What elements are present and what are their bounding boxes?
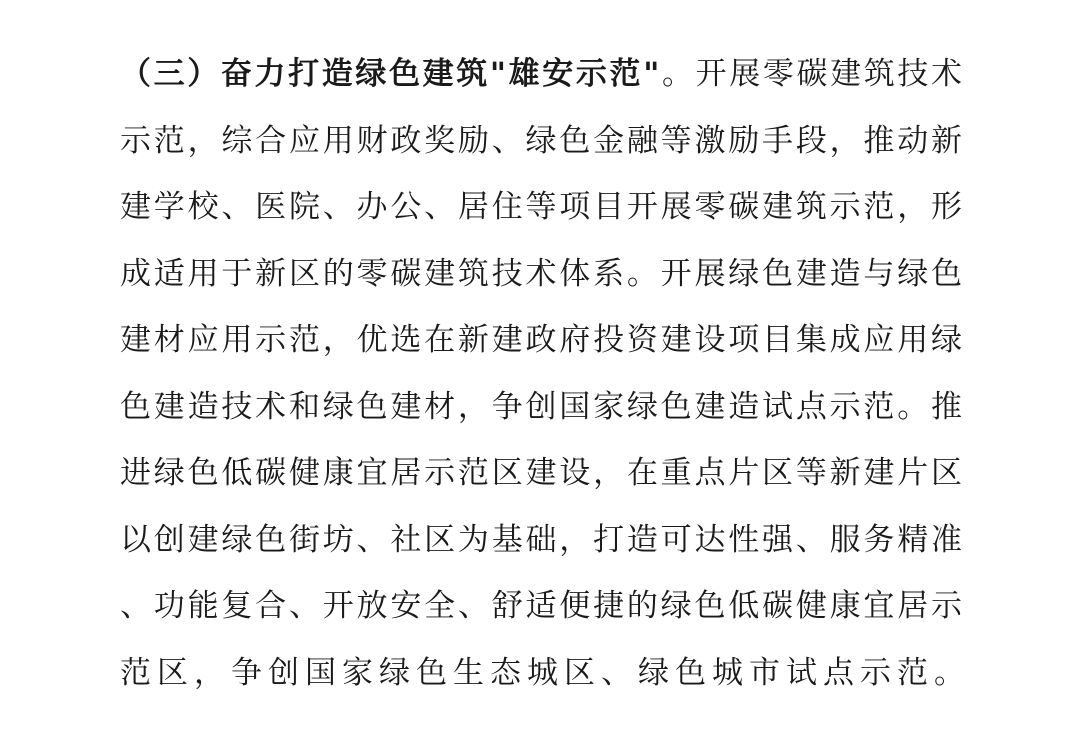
paragraph-line-4: 成适用于新区的零碳建筑技术体系。开展绿色建造与绿色 — [120, 256, 962, 292]
paragraph-line-8: 以创建绿色街坊、社区为基础，打造可达性强、服务精准 — [120, 522, 962, 558]
paragraph-text-1: 。开展零碳建筑技术 — [659, 56, 962, 92]
paragraph-line-7: 进绿色低碳健康宜居示范区建设，在重点片区等新建片区 — [120, 455, 962, 491]
paragraph-line-2: 示范，综合应用财政奖励、绿色金融等激励手段，推动新 — [120, 123, 962, 159]
paragraph-line-9: 、功能复合、开放安全、舒适便捷的绿色低碳健康宜居示 — [120, 588, 962, 624]
paragraph-line-1 — [120, 54, 962, 94]
paragraph-line-5: 建材应用示范，优选在新建政府投资建设项目集成应用绿 — [120, 322, 962, 358]
paragraph-line-3: 建学校、医院、办公、居住等项目开展零碳建筑示范，形 — [120, 189, 962, 225]
paragraph-line-6: 色建造技术和绿色建材，争创国家绿色建造试点示范。推 — [120, 389, 962, 425]
section-heading: （三）奋力打造绿色建筑"雄安示范" — [120, 56, 660, 92]
paragraph-line-10: 范区，争创国家绿色生态城区、绿色城市试点示范。 — [120, 655, 971, 691]
